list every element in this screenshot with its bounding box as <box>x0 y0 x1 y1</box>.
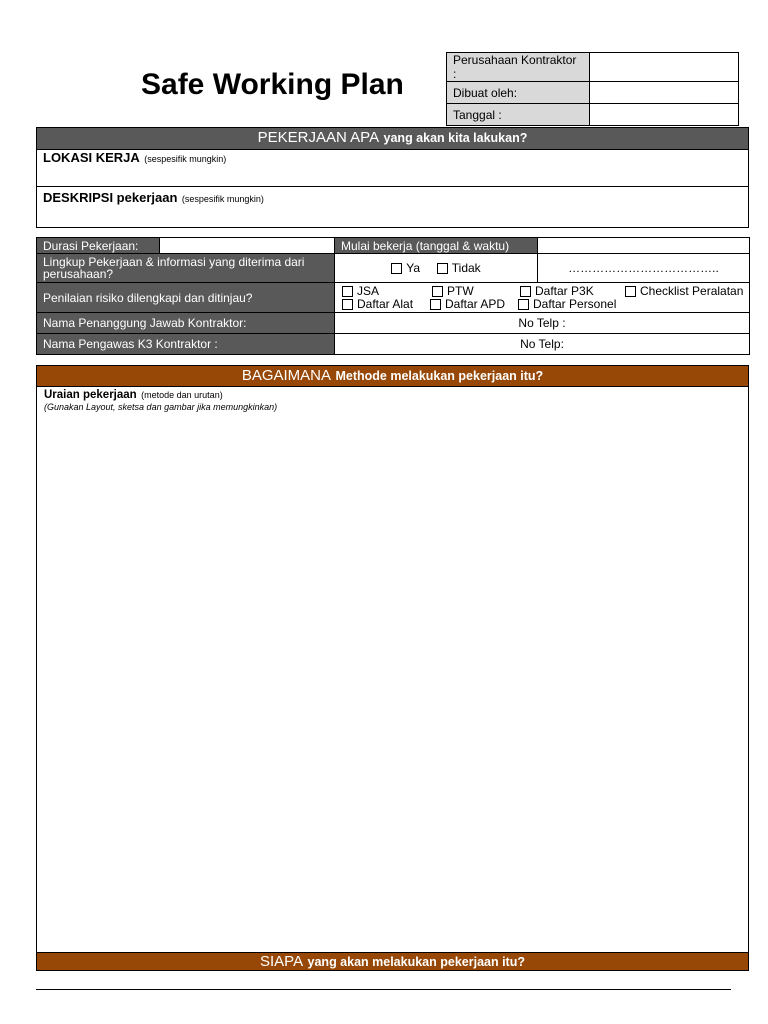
supervisor-label: Nama Pengawas K3 Kontraktor : <box>37 334 335 355</box>
jsa-label: JSA <box>357 284 380 298</box>
location-field[interactable] <box>37 148 748 187</box>
risk-option-checklist[interactable] <box>625 284 743 298</box>
tools-checkbox[interactable] <box>342 299 353 310</box>
footer-divider <box>36 989 731 990</box>
pic-label: Nama Penanggung Jawab Kontraktor: <box>37 313 335 334</box>
pic-row <box>37 313 750 334</box>
section-what-heading-big: PEKERJAAN APA <box>257 129 380 146</box>
scope-options <box>335 254 538 283</box>
prepared-by-field[interactable] <box>590 82 739 104</box>
duration-label: Durasi Pekerjaan: <box>37 238 160 254</box>
description-field[interactable] <box>37 187 748 227</box>
section-how-heading-big: BAGAIMANA <box>241 367 332 384</box>
risk-option-p3k[interactable] <box>520 284 594 298</box>
personnel-checkbox[interactable] <box>518 299 529 310</box>
section-what <box>36 127 749 228</box>
section-who-heading-big: SIAPA <box>260 953 304 970</box>
contractor-field[interactable] <box>590 53 739 82</box>
risk-label: Penilaian risiko dilengkapi dan ditinjau? <box>37 283 335 313</box>
details-table <box>36 237 750 355</box>
pic-phone-field[interactable]: No Telp : <box>335 313 750 334</box>
start-field[interactable] <box>538 238 750 254</box>
section-what-heading-small: yang akan kita lakukan? <box>383 131 528 145</box>
start-label: Mulai bekerja (tanggal & waktu) <box>335 238 538 254</box>
checklist-label: Checklist Peralatan <box>640 284 744 298</box>
section-how-heading-small: Methode melakukan pekerjaan itu? <box>335 369 544 383</box>
risk-option-tools[interactable] <box>342 297 413 311</box>
contractor-row <box>447 53 739 82</box>
description-label: DESKRIPSI pekerjaan <box>43 190 178 205</box>
scope-notes-field[interactable]: ……………………………….. <box>538 254 750 283</box>
method-hint: (Gunakan Layout, sketsa dan gambar jika memungkinkan) <box>44 402 278 412</box>
ppe-label: Daftar APD <box>445 297 506 311</box>
header-info-table <box>446 52 739 126</box>
date-row <box>447 104 739 126</box>
risk-option-personnel[interactable] <box>518 297 616 311</box>
description-note: (sespesifik mungkin) <box>181 194 264 204</box>
scope-yes-label: Ya <box>406 261 421 275</box>
ptw-checkbox[interactable] <box>432 286 443 297</box>
risk-option-jsa[interactable] <box>342 284 379 298</box>
risk-row <box>37 283 750 313</box>
scope-row <box>37 254 750 283</box>
page-title: Safe Working Plan <box>141 68 404 101</box>
date-label: Tanggal : <box>447 104 590 126</box>
section-who-heading <box>36 952 749 971</box>
prepared-by-label: Dibuat oleh: <box>447 82 590 104</box>
risk-option-ptw[interactable] <box>432 284 474 298</box>
supervisor-phone-field[interactable]: No Telp: <box>335 334 750 355</box>
section-who-heading-small: yang akan melakukan pekerjaan itu? <box>307 955 525 969</box>
date-field[interactable] <box>590 104 739 126</box>
method-label: Uraian pekerjaan <box>44 389 137 401</box>
ptw-label: PTW <box>447 284 474 298</box>
p3k-label: Daftar P3K <box>535 284 594 298</box>
location-note: (sespesifik mungkin) <box>144 154 227 164</box>
scope-yes-checkbox[interactable] <box>391 263 402 274</box>
scope-no-label: Tidak <box>451 261 481 275</box>
risk-options <box>335 283 750 313</box>
supervisor-row <box>37 334 750 355</box>
risk-option-ppe[interactable] <box>430 297 505 311</box>
scope-label: Lingkup Pekerjaan & informasi yang diterima dari perusahaan? <box>37 254 335 283</box>
contractor-label: Perusahaan Kontraktor : <box>447 53 590 82</box>
method-note: (metode dan urutan) <box>141 390 223 400</box>
p3k-checkbox[interactable] <box>520 286 531 297</box>
ppe-checkbox[interactable] <box>430 299 441 310</box>
prepared-by-row <box>447 82 739 104</box>
tools-label: Daftar Alat <box>357 297 414 311</box>
section-what-heading <box>36 127 749 150</box>
scope-no-checkbox[interactable] <box>437 263 448 274</box>
section-how <box>36 365 749 971</box>
method-field[interactable] <box>37 386 748 951</box>
section-how-heading <box>36 365 749 387</box>
personnel-label: Daftar Personel <box>533 297 617 311</box>
duration-row <box>37 238 750 254</box>
checklist-checkbox[interactable] <box>625 286 636 297</box>
location-label: LOKASI KERJA <box>43 150 140 165</box>
jsa-checkbox[interactable] <box>342 286 353 297</box>
duration-field[interactable] <box>160 238 335 254</box>
